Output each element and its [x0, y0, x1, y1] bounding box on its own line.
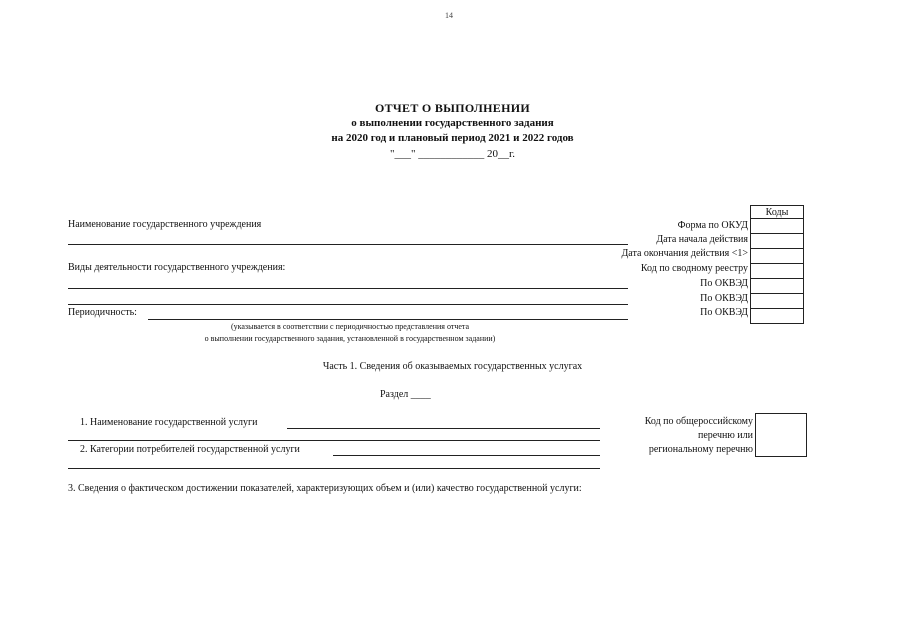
activity-types-line-2 — [68, 304, 628, 305]
periodicity-label: Периодичность: — [68, 307, 137, 318]
codes-row-label: По ОКВЭД — [700, 307, 748, 318]
registry-code-box[interactable] — [755, 413, 807, 457]
activity-types-label: Виды деятельности государственного учреждения: — [68, 262, 286, 273]
codes-cell[interactable] — [751, 294, 804, 309]
consumers-label: 2. Категории потребителей государственной услуги — [80, 444, 300, 455]
periodicity-note-2: о выполнении государственного задания, установленной в государственном задании) — [204, 334, 496, 343]
service-name-label: 1. Наименование государственной услуги — [80, 417, 258, 428]
periodicity-line — [148, 319, 628, 320]
institution-name-label: Наименование государственного учреждения — [68, 219, 262, 230]
report-date-line: "___" ____________ 20__г. — [389, 148, 515, 160]
periodicity-note-1: (указывается в соответствии с периодичностью представления отчета — [230, 322, 470, 331]
report-period: на 2020 год и плановый период 2021 и 2022 годов — [331, 132, 574, 144]
codes-row-label: По ОКВЭД — [700, 278, 748, 289]
codes-cell[interactable] — [751, 279, 804, 294]
codes-row-label: По ОКВЭД — [700, 293, 748, 304]
consumers-line-1 — [333, 455, 600, 456]
codes-cell[interactable] — [751, 309, 804, 324]
codes-cell[interactable] — [751, 234, 804, 249]
codes-cell[interactable] — [751, 264, 804, 279]
codes-row-label: Форма по ОКУД — [677, 220, 748, 231]
consumers-line-2 — [68, 468, 600, 469]
code-label-1: Код по общероссийскому — [644, 416, 753, 427]
service-name-line-1 — [287, 428, 600, 429]
code-label-2: перечню или — [697, 430, 753, 441]
codes-cell[interactable] — [751, 219, 804, 234]
section-label: Раздел ____ — [380, 389, 431, 400]
code-label-3: региональному перечню — [648, 444, 753, 455]
part-title: Часть 1. Сведения об оказываемых государственных услугах — [322, 361, 583, 372]
indicators-info: 3. Сведения о фактическом достижении показателей, характеризующих объем и (или) качество государственной услуги: — [68, 483, 582, 494]
codes-row-label: Дата окончания действия <1> — [621, 248, 748, 259]
report-title: ОТЧЕТ О ВЫПОЛНЕНИИ — [374, 101, 531, 115]
report-subtitle: о выполнении государственного задания — [351, 117, 554, 129]
codes-table — [750, 205, 804, 324]
codes-row-label: Дата начала действия — [656, 234, 748, 245]
codes-row-label: Код по сводному реестру — [640, 263, 748, 274]
page-number: 14 — [445, 11, 453, 20]
codes-header: Коды — [751, 206, 804, 219]
codes-cell[interactable] — [751, 249, 804, 264]
